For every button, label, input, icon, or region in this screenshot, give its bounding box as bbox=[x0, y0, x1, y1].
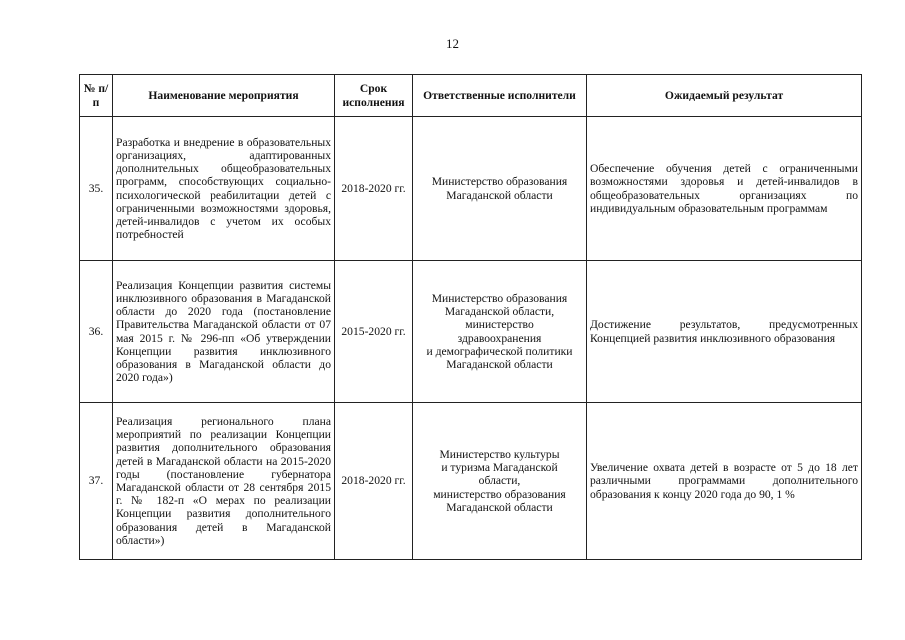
responsible-executors bbox=[413, 261, 587, 403]
expected-result: Увеличение охвата детей в возрасте от 5 до 18 лет различными программами дополнительного образования к концу 2020 года до 90, 1 % bbox=[587, 403, 862, 560]
responsible-line: Магаданской области, bbox=[444, 305, 555, 319]
deadline: 2015-2020 гг. bbox=[335, 261, 413, 403]
expected-result: Обеспечение обучения детей с ограниченными возможностями здоровья и детей-инвалидов в общеобразовательных организациях по индивидуальным образовательным программам bbox=[587, 117, 862, 261]
responsible-line: и туризма Магаданской bbox=[441, 461, 558, 475]
responsible-line: Министерство образования bbox=[431, 175, 568, 189]
row-number: 35. bbox=[80, 117, 113, 261]
header-term: Срок исполнения bbox=[335, 75, 413, 117]
table-row bbox=[80, 261, 862, 403]
row-number: 36. bbox=[80, 261, 113, 403]
table-header-row bbox=[80, 75, 862, 117]
responsible-line: министерство образования bbox=[433, 487, 566, 501]
responsible-line: Магаданской области bbox=[446, 357, 553, 371]
responsible-line: области, bbox=[478, 474, 521, 488]
row-number: 37. bbox=[80, 403, 113, 560]
page-number: 12 bbox=[446, 36, 459, 51]
table-row bbox=[80, 117, 862, 261]
activities-table bbox=[79, 74, 862, 560]
deadline: 2018-2020 гг. bbox=[335, 117, 413, 261]
expected-result: Достижение результатов, предусмотренных Концепцией развития инклюзивного образования bbox=[587, 261, 862, 403]
activity-name: Реализация Концепции развития системы инклюзивного образования в Магаданской области до 2020 года (постановление Правительства Магаданской области от 07 мая 2015 г. № 296-пп «Об утверждении Концепции развития инклюзивного образования в Магаданской области до 2020 года») bbox=[113, 261, 335, 403]
responsible-executors bbox=[413, 403, 587, 560]
activity-name: Разработка и внедрение в образовательных организациях, адаптированных дополнительных общеобразовательных программ, способствующих социально-психологической реабилитации детей с ограниченными возможностями здоровья, детей-инвалидов с учетом их особых потребностей bbox=[113, 117, 335, 261]
responsible-line: Министерство образования bbox=[431, 291, 568, 305]
activity-name: Реализация регионального плана мероприятий по реализации Концепции развития дополнительного образования детей в Магаданской области на 2015-2020 годы (постановление губернатора Магаданской области от 28 сентября 2015 г. № 182-п «О мерах по реализации Концепции развития дополнительного образования детей в Магаданской области») bbox=[113, 403, 335, 560]
table-row bbox=[80, 403, 862, 560]
responsible-line: Министерство культуры bbox=[439, 447, 560, 461]
responsible-line: Магаданской области bbox=[446, 188, 553, 202]
responsible-line: Магаданской области bbox=[446, 500, 553, 514]
responsible-line: министерство bbox=[465, 318, 534, 332]
header-name: Наименование мероприятия bbox=[113, 75, 335, 117]
responsible-executors bbox=[413, 117, 587, 261]
responsible-line: здравоохранения bbox=[457, 331, 542, 345]
header-result: Ожидаемый результат bbox=[587, 75, 862, 117]
header-responsible: Ответственные исполнители bbox=[413, 75, 587, 117]
responsible-line: и демографической политики bbox=[426, 344, 573, 358]
deadline: 2018-2020 гг. bbox=[335, 403, 413, 560]
header-num: № п/п bbox=[80, 75, 113, 117]
